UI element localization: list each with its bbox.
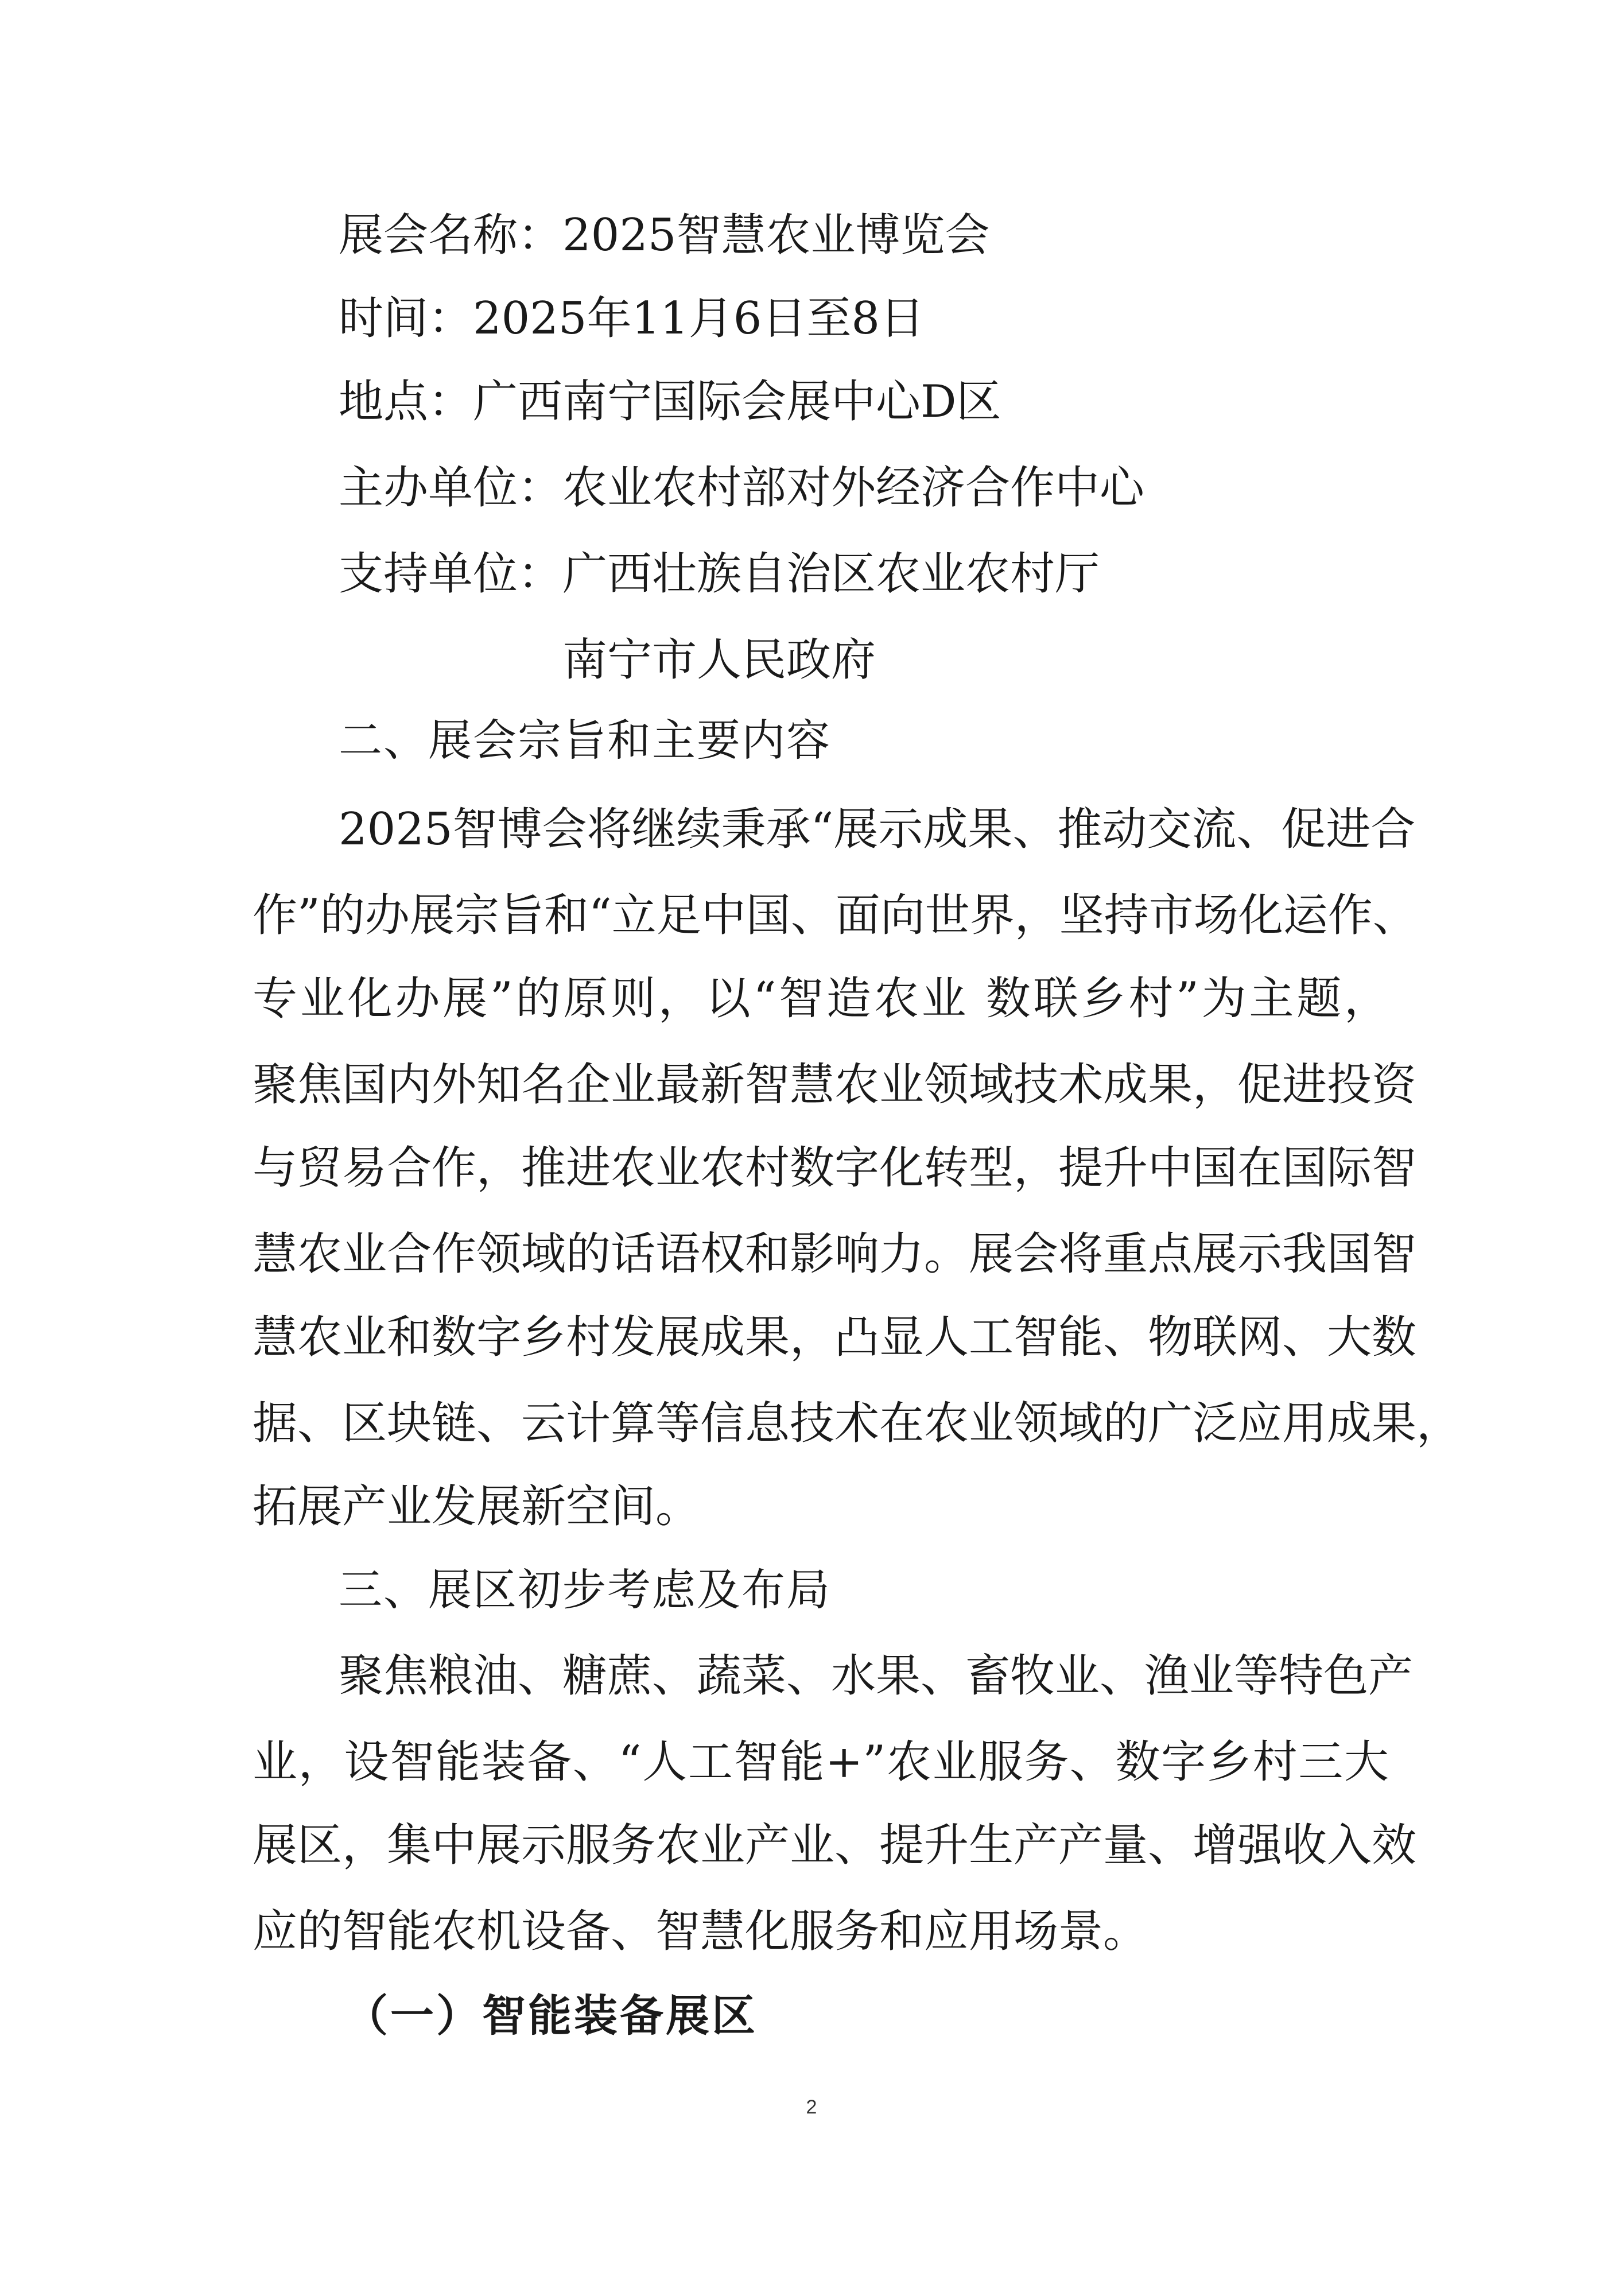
section2-line-4: 聚焦国内外知名企业最新智慧农业领域技术成果，促进投资 xyxy=(253,1059,1417,1111)
section2-line-9: 拓展产业发展新空间。 xyxy=(253,1481,701,1533)
section2-line-5: 与贸易合作，推进农业农村数字化转型，提升中国在国际智 xyxy=(253,1142,1417,1194)
section2-line-6: 慧农业合作领域的话语权和影响力。展会将重点展示我国智 xyxy=(253,1228,1417,1280)
info-host-value: 农业农村部对外经济合作中心 xyxy=(562,462,1145,514)
info-name-value: 2025智慧农业博览会 xyxy=(562,210,990,261)
section2-line-1: 2025智博会将继续秉承“展示成果、推动交流、促进合 xyxy=(339,804,1416,855)
section2-heading: 二、展会宗旨和主要内容 xyxy=(339,715,831,766)
section3-heading: 三、展区初步考虑及布局 xyxy=(339,1564,831,1615)
info-place-value: 广西南宁国际会展中心D区 xyxy=(473,376,1001,428)
info-place-label: 地点： xyxy=(339,376,473,428)
info-name-row xyxy=(339,207,990,264)
section3-line-2: 业，设智能装备、“人工智能+”农业服务、数字乡村三大 xyxy=(253,1736,1389,1788)
info-time-value: 2025年11月6日至8日 xyxy=(473,293,925,344)
section3-subheading: （一）智能装备展区 xyxy=(344,1990,758,2041)
info-support-row xyxy=(339,545,1100,603)
section2-line-2: 作”的办展宗旨和“立足中国、面向世界，坚持市场化运作、 xyxy=(253,890,1418,941)
info-support-value-2: 南宁市人民政府 xyxy=(562,634,876,686)
section2-line-3: 专业化办展”的原则，以“智造农业 数联乡村”为主题， xyxy=(253,973,1389,1025)
info-host-row xyxy=(339,459,1144,517)
info-time-label: 时间： xyxy=(339,293,473,344)
section2-line-8: 据、区块链、云计算等信息技术在农业领域的广泛应用成果， xyxy=(253,1398,1462,1449)
section3-line-4: 应的智能农机设备、智慧化服务和应用场景。 xyxy=(253,1906,1148,1957)
info-support-value-1: 广西壮族自治区农业农村厅 xyxy=(562,548,1100,600)
info-time-row xyxy=(339,290,925,347)
page-number: 2 xyxy=(806,2096,817,2118)
section3-line-3: 展区，集中展示服务农业产业、提升生产产量、增强收入效 xyxy=(253,1820,1417,1871)
info-name-label: 展会名称： xyxy=(339,210,563,261)
info-place-row xyxy=(339,373,1001,430)
section2-line-7: 慧农业和数字乡村发展成果，凸显人工智能、物联网、大数 xyxy=(253,1312,1417,1363)
info-host-label: 主办单位： xyxy=(339,462,563,514)
info-support-label: 支持单位： xyxy=(339,548,563,600)
section3-line-1: 聚焦粮油、糖蔗、蔬菜、水果、畜牧业、渔业等特色产 xyxy=(339,1650,1414,1702)
